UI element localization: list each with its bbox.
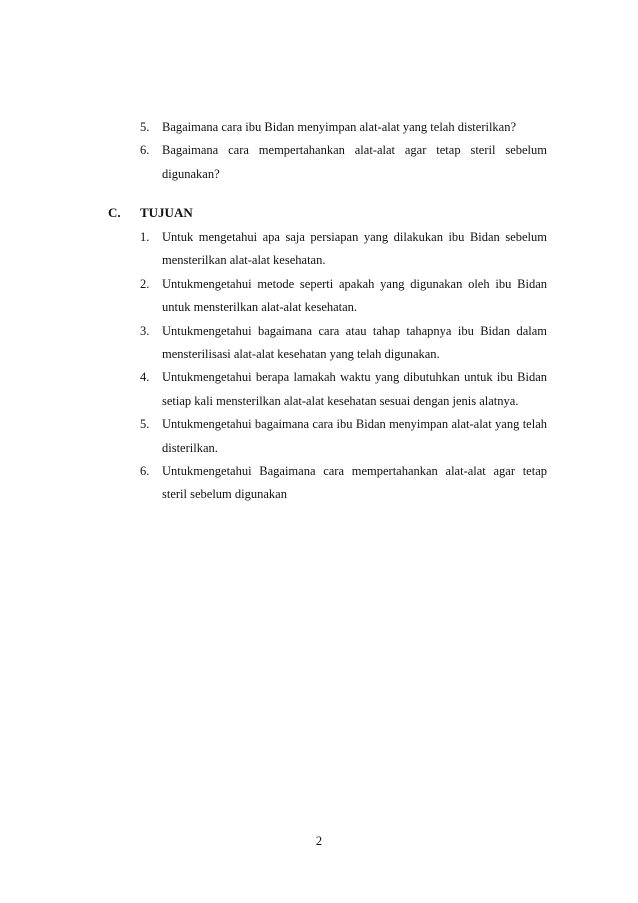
item-number: 2.	[140, 276, 150, 291]
item-text: Untuk mengetahui apa saja persiapan yang dilakukan ibu Bidan sebelum mensterilkan alat-alat kesehatan.	[162, 230, 547, 268]
item-number: 1.	[140, 230, 150, 244]
list-item	[140, 320, 547, 367]
list-item	[140, 273, 547, 320]
item-text: Bagaimana cara mempertahankan alat-alat agar tetap steril sebelum digunakan?	[162, 143, 547, 181]
item-text: Untukmengetahui Bagaimana cara mempertahankan alat-alat agar tetap steril sebelum digunakan	[162, 464, 547, 502]
list-item	[140, 413, 547, 460]
list-item	[140, 116, 547, 139]
list-item	[140, 460, 547, 507]
item-number: 6.	[140, 464, 150, 479]
section-title: TUJUAN	[140, 205, 193, 220]
questions-list	[140, 116, 547, 186]
section-heading	[108, 203, 193, 223]
list-item	[140, 139, 547, 186]
item-text: Untukmengetahui bagaimana cara atau tahap tahapnya ibu Bidan dalam mensterilisasi alat-alat kesehatan yang telah digunakan.	[162, 323, 547, 362]
list-item	[140, 226, 547, 273]
item-number: 3.	[140, 323, 150, 338]
item-text: Untukmengetahui metode seperti apakah yang digunakan oleh ibu Bidan untuk mensterilkan alat-alat kesehatan.	[162, 276, 547, 315]
section-letter: C.	[108, 205, 121, 220]
item-number: 5.	[140, 417, 150, 432]
objectives-list	[140, 226, 547, 507]
item-text: Untukmengetahui bagaimana cara ibu Bidan menyimpan alat-alat yang telah disterilkan.	[162, 417, 547, 455]
item-number: 5.	[140, 120, 150, 134]
list-item	[140, 366, 547, 413]
item-text: Untukmengetahui berapa lamakah waktu yang dibutuhkan untuk ibu Bidan setiap kali mensterilkan alat-alat kesehatan sesuai dengan jenis alatnya.	[162, 370, 547, 408]
item-number: 6.	[140, 143, 150, 158]
item-number: 4.	[140, 370, 150, 385]
item-text: Bagaimana cara ibu Bidan menyimpan alat-alat yang telah disterilkan?	[162, 120, 517, 134]
page-number: 2	[315, 834, 323, 848]
